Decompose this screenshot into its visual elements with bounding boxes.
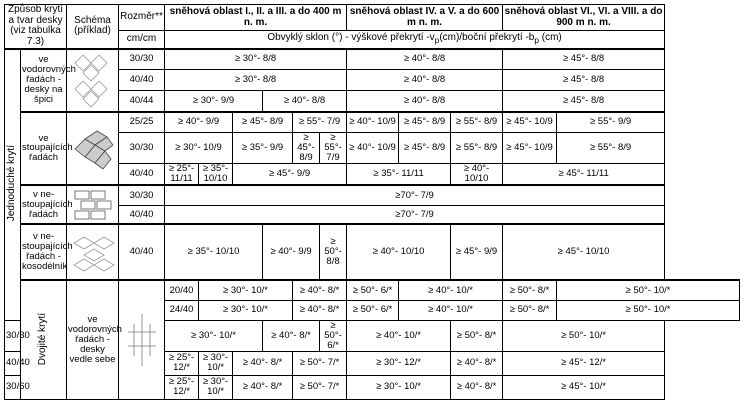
cell-r4-z1a: ≥ 40°- 9/9 bbox=[165, 112, 233, 133]
schema-scale-icon bbox=[68, 119, 117, 177]
cell-r5-z3b: ≥ 55°- 8/9 bbox=[557, 133, 665, 164]
size-r14: 30/60 bbox=[5, 375, 21, 399]
method-2: ve stoupajících řadách bbox=[21, 112, 67, 186]
cell-r6-z1c: ≥ 45°- 9/9 bbox=[233, 163, 347, 185]
cell-r3-z1a: ≥ 30°- 9/9 bbox=[165, 91, 263, 112]
cell-r11-z3: ≥ 50°- 10/* bbox=[557, 300, 740, 320]
cell-r4-z2c: ≥ 55°- 8/9 bbox=[451, 112, 503, 133]
cell-r3-z2: ≥ 40°- 8/8 bbox=[347, 91, 503, 112]
size-r3: 40/44 bbox=[119, 91, 165, 112]
cell-r13-z1d: ≥ 50°- 7/* bbox=[293, 351, 347, 375]
cell-r14-z1d: ≥ 50°- 7/* bbox=[293, 375, 347, 399]
cell-r9-z1a: ≥ 35°- 10/10 bbox=[165, 224, 263, 280]
cell-r6-z2a: ≥ 35°- 11/11 bbox=[347, 163, 451, 185]
cell-r12-z2b: ≥ 50°- 8/* bbox=[451, 320, 503, 351]
header-size-unit: cm/cm bbox=[119, 31, 165, 49]
schema-2 bbox=[67, 112, 119, 186]
cell-r4-z3a: ≥ 45°- 10/9 bbox=[503, 112, 557, 133]
cell-r10-z1b: ≥ 40°- 8/* bbox=[293, 280, 347, 300]
schema-4 bbox=[67, 224, 119, 280]
cell-r10-z1a: ≥ 30°- 10/* bbox=[199, 280, 293, 300]
cell-r6-z2b: ≥ 40°- 10/10 bbox=[451, 163, 503, 185]
cell-r1-z3: ≥ 45°- 8/8 bbox=[503, 49, 665, 70]
cell-r5-z1c: ≥ 45°- 8/9 bbox=[293, 133, 320, 164]
cell-r3-z1b: ≥ 40°- 8/8 bbox=[263, 91, 347, 112]
header-zone-3: sněhová oblast VI., VI. a VIII. a do 900 m n. m. bbox=[503, 5, 665, 31]
size-r12: 30/30 bbox=[5, 320, 21, 351]
cell-r6-z1a: ≥ 25°- 11/11 bbox=[165, 163, 199, 185]
header-slope-note: Obvyklý sklon (°) - výškové překrytí $-v_p(cm)$/boční překrytí $-b_p$ (cm) bbox=[165, 31, 665, 49]
cell-r9-z1b: ≥ 40°- 9/9 bbox=[263, 224, 320, 280]
method-1: ve vodorovných řadách - desky na špici bbox=[21, 49, 67, 112]
cell-r2-z1: ≥ 30°- 8/8 bbox=[165, 70, 347, 91]
cell-r11-z2a: ≥ 40°- 10/* bbox=[399, 300, 503, 320]
cell-r2-z3: ≥ 45°- 8/8 bbox=[503, 70, 665, 91]
cell-r9-z1c: ≥ 50°- 8/8 bbox=[320, 224, 347, 280]
cell-r4-z2a: ≥ 40°- 10/9 bbox=[347, 112, 399, 133]
size-r4: 25/25 bbox=[119, 112, 165, 133]
header-schema: Schéma (příklad) bbox=[67, 5, 119, 49]
size-r5: 30/30 bbox=[119, 133, 165, 164]
cell-r13-z1b: ≥ 30°- 10/* bbox=[199, 351, 233, 375]
schema-rhombus-icon bbox=[68, 229, 117, 275]
cell-r5-z1d: ≥ 55°- 7/9 bbox=[320, 133, 347, 164]
schema-grid-icon bbox=[120, 310, 163, 370]
cell-r14-z3: ≥ 45°- 10/* bbox=[503, 375, 665, 399]
cell-r11-z1a: ≥ 30°- 10/* bbox=[199, 300, 293, 320]
cell-r5-z2c: ≥ 55°- 8/9 bbox=[451, 133, 503, 164]
cell-r1-z1: ≥ 30°- 8/8 bbox=[165, 49, 347, 70]
cell-r12-z3: ≥ 50°- 10/* bbox=[503, 320, 665, 351]
cell-r11-z2b: ≥ 50°- 8/* bbox=[503, 300, 557, 320]
cell-r5-z3a: ≥ 45°- 10/9 bbox=[503, 133, 557, 164]
schema-diamond-icon bbox=[68, 51, 117, 109]
cell-r2-z2: ≥ 40°- 8/8 bbox=[347, 70, 503, 91]
size-r9: 40/40 bbox=[119, 224, 165, 280]
cell-r14-z2a: ≥ 30°- 10/* bbox=[347, 375, 451, 399]
cell-r5-z1a: ≥ 30°- 10/9 bbox=[165, 133, 233, 164]
cell-r4-z2b: ≥ 45°- 8/9 bbox=[399, 112, 451, 133]
cell-r9-z2a: ≥ 40°- 10/10 bbox=[347, 224, 451, 280]
cell-r11-z1c: ≥ 50°- 6/* bbox=[347, 300, 399, 320]
cell-r7-all: ≥70°- 7/9 bbox=[165, 185, 665, 205]
cell-r1-z2: ≥ 40°- 8/8 bbox=[347, 49, 503, 70]
cell-r12-z1a: ≥ 30°- 10/* bbox=[165, 320, 263, 351]
cell-r13-z1c: ≥ 40°- 8/* bbox=[233, 351, 293, 375]
header-zone-2: sněhová oblast IV. a V. a do 600 m n. m. bbox=[347, 5, 503, 31]
cell-r10-z3: ≥ 50°- 10/* bbox=[557, 280, 740, 300]
method-5: ve vodorovných řadách - desky vedle sebe bbox=[67, 280, 119, 399]
schema-3 bbox=[67, 185, 119, 224]
header-method: Způsob krytí a tvar desky (viz tabulka 7.3) bbox=[5, 5, 67, 49]
cell-r4-z1c: ≥ 55°- 7/9 bbox=[293, 112, 347, 133]
cell-r12-z1b: ≥ 40°- 8/* bbox=[263, 320, 320, 351]
cell-r11-z1b: ≥ 40°- 8/* bbox=[293, 300, 347, 320]
group-single-label: Jednoduché krytí bbox=[6, 145, 18, 222]
roofing-table bbox=[4, 4, 740, 400]
group-single bbox=[5, 49, 21, 321]
cell-r6-z3: ≥ 45°- 11/11 bbox=[503, 163, 665, 185]
cell-r12-z2a: ≥ 40°- 10/* bbox=[347, 320, 451, 351]
cell-r4-z1b: ≥ 45°- 8/9 bbox=[233, 112, 293, 133]
method-4: v ne-stoupajících řadách - kosodélník bbox=[21, 224, 67, 280]
cell-r9-z3: ≥ 45°- 10/10 bbox=[503, 224, 665, 280]
size-r13: 40/40 bbox=[5, 351, 21, 375]
cell-r14-z1b: ≥ 30°- 10/* bbox=[199, 375, 233, 399]
cell-r13-z2b: ≥ 40°- 8/* bbox=[451, 351, 503, 375]
size-r2: 40/40 bbox=[119, 70, 165, 91]
cell-r6-z1b: ≥ 35°- 10/10 bbox=[199, 163, 233, 185]
cell-r8-all: ≥70°- 7/9 bbox=[165, 205, 665, 224]
cell-r9-z2b: ≥ 45°- 9/9 bbox=[451, 224, 503, 280]
cell-r14-z1c: ≥ 40°- 8/* bbox=[233, 375, 293, 399]
cell-r13-z2a: ≥ 30°- 12/* bbox=[347, 351, 451, 375]
schema-5 bbox=[119, 280, 165, 399]
group-double-label: Dvojité krytí bbox=[37, 312, 49, 365]
cell-r5-z2b: ≥ 45°- 8/9 bbox=[399, 133, 451, 164]
cell-r3-z3: ≥ 45°- 8/8 bbox=[503, 91, 665, 112]
cell-r14-z2b: ≥ 40°- 8/* bbox=[451, 375, 503, 399]
cell-r14-z1a: ≥ 25°- 12/* bbox=[165, 375, 199, 399]
cell-r13-z1a: ≥ 25°- 12/* bbox=[165, 351, 199, 375]
size-r11: 24/40 bbox=[165, 300, 199, 320]
header-zone-1: sněhová oblast I., II. a III. a do 400 m n. m. bbox=[165, 5, 347, 31]
schema-1 bbox=[67, 49, 119, 112]
cell-r10-z1c: ≥ 50°- 6/* bbox=[347, 280, 399, 300]
size-r6: 40/40 bbox=[119, 163, 165, 185]
cell-r10-z2a: ≥ 40°- 10/* bbox=[399, 280, 503, 300]
cell-r12-z1c: ≥ 50°- 6/* bbox=[320, 320, 347, 351]
size-r10: 20/40 bbox=[165, 280, 199, 300]
size-r1: 30/30 bbox=[119, 49, 165, 70]
method-3: v ne-stoupajících řadách bbox=[21, 185, 67, 224]
size-r8: 40/40 bbox=[119, 205, 165, 224]
header-size: Rozměr** bbox=[119, 5, 165, 31]
schema-rect-icon bbox=[68, 187, 117, 223]
cell-r13-z3: ≥ 45°- 12/* bbox=[503, 351, 665, 375]
cell-r10-z2b: ≥ 50°- 8/* bbox=[503, 280, 557, 300]
cell-r5-z1b: ≥ 35°- 9/9 bbox=[233, 133, 293, 164]
cell-r5-z2a: ≥ 40°- 10/9 bbox=[347, 133, 399, 164]
size-r7: 30/30 bbox=[119, 185, 165, 205]
cell-r4-z3b: ≥ 55°- 9/9 bbox=[557, 112, 665, 133]
